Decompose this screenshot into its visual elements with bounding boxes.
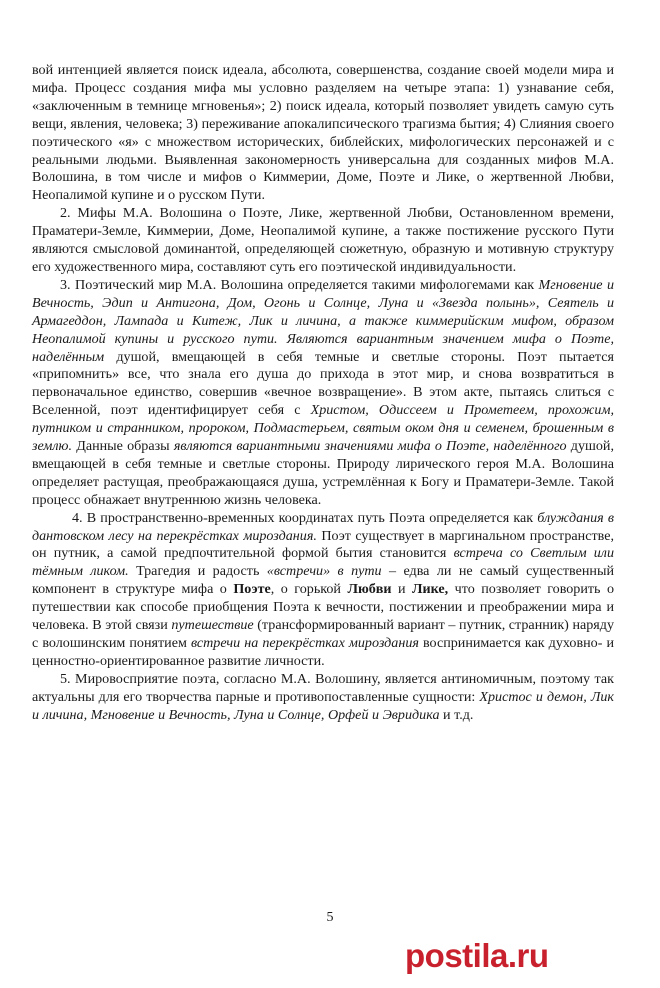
p4-text-3: Трагедия и радость: [128, 563, 267, 580]
paragraph-2: [32, 205, 614, 277]
p4-text-1: 4. В пространственно-временных координатах путь Поэта определяется как: [72, 509, 538, 526]
paragraph-4: [32, 510, 614, 671]
p4-bold-face: Лике,: [412, 581, 449, 598]
watermark-tld: ru: [516, 937, 549, 974]
p4-text-8: (трансформированный вариант – путник, странник) наряду с волошинским понятием: [32, 617, 614, 651]
p2-text: 2. Мифы М.А. Волошина о Поэте, Лике, жертвенной Любви, Остановленном времени, Праматери-Земле, Киммерии, Доме, Неопалимой купине, а также постижение русского Пути являются смысловой доминантой, определяющей сюжетную, образную и мотивную структуру его художественного мира, составляют суть его поэтической индивидуальности.: [32, 205, 614, 275]
paragraph-5: [32, 671, 614, 725]
paragraph-3: [32, 277, 614, 510]
p4-text-4: – едва ли не самый существенный компонент в структуре мифа о: [32, 563, 614, 598]
paragraph-1: [32, 62, 614, 205]
watermark-name: postila: [405, 937, 508, 974]
page-number: 5: [326, 910, 334, 925]
p4-text-5: , о горькой: [270, 581, 348, 598]
p4-text-2: Поэт существует в маргинальном пространстве, он путник, а самой предпочтительной формой бытия становится: [32, 527, 614, 562]
p5-italic-1: Христос и демон, Лик и личина, Мгновение и Вечность, Луна и Солнце, Орфей и Эвридика: [32, 688, 614, 723]
p4-italic-3: «встречи» в пути: [266, 563, 382, 580]
p4-italic-2: встреча со Светлым или тёмным ликом.: [32, 545, 614, 580]
p3-text-4: душой, вмещающей в себя темные и светлые стороны. Природу лирического героя М.А. Волошина определяет растущая, преображающаяся душа, устремлённая к Богу и Праматери-Земле. Такой процесс обнажает внутреннюю жизнь человека.: [32, 438, 614, 508]
p3-italic-2: Христом, Одиссеем и Прометеем, прохожим, путником и странником, пророком, Подмастерьем, святым оком дня и семенем, брошенным в землю.: [32, 402, 614, 455]
p3-text-2: душой, вмещающей в себя темные и светлые стороны. Поэт пытается «припомнить» все, что знала его душа до прихода в этот мир, и снова возвратиться в первоначальное единство, совершив «вечное возвращение». В этом акте, пытаясь слиться с Вселенной, поэт идентифицирует себя с: [32, 348, 614, 419]
p3-italic-3: являются вариантными значениями мифа о Поэте, наделённого: [173, 438, 567, 455]
p1-text: вой интенцией является поиск идеала, абсолюта, совершенства, создание своей модели мира и мифа. Процесс создания мифа мы условно разделяем на четыре этапа: 1) узнавание себя, «заключенным в темнице мгновенья»; 2) поиск идеала, который позволяет увидеть самую суть вещи, явления, человека; 3) переживание апокалипсического трагизма бытия; 4) Слияния своего поэтического «я» с множеством исторических, библейских, мифологических персонажей и с реальными людьми. Выявленная закономерность универсальна для созданных мифов М.А. Волошина, в том числе и мифов о Киммерии, Доме, Поэте и Лике, о жертвенной Любви, Неопалимой купине и о русском Пути.: [32, 62, 614, 204]
p4-text-7: что позволяет говорить о путешествии как способе приобщения Поэта к вечности, постижении и преображении мира и человека. В этой связи: [32, 581, 615, 634]
p4-italic-1: блуждания в дантовском лесу на перекрёстках мироздания.: [32, 509, 614, 544]
watermark-text: [405, 936, 549, 976]
watermark-logo[interactable]: [405, 936, 549, 976]
p5-text-2: и т.д.: [439, 706, 474, 723]
p4-text-6: и: [391, 581, 413, 598]
p4-bold-love: Любви: [347, 581, 392, 598]
p3-text-1: 3. Поэтический мир М.А. Волошина определяется такими мифологемами как: [60, 276, 539, 293]
page-body: [32, 62, 614, 725]
p3-text-3: Данные образы: [72, 438, 174, 455]
p5-text-1: 5. Мировосприятие поэта, согласно М.А. Волошину, является антиномичным, поэтому так актуальны для его творчества парные и противопоставленные сущности:: [32, 670, 614, 705]
p4-italic-4: путешествие: [171, 617, 254, 634]
p4-text-9: воспринимается как духовно- и ценностно-ориентированное развитие личности.: [32, 635, 614, 669]
watermark-dot: .: [507, 937, 517, 974]
p4-italic-5: встречи на перекрёстках мироздания: [190, 635, 419, 651]
p3-italic-1: Мгновение и Вечность, Эдип и Антигона, Дом, Огонь и Солнце, Луна и «Звезда полынь», Сеятель и Армагеддон, Лампада и Китеж, Лик и личина, а также киммерийским мифом, образом Неопалимой купины и русского пути. Являются вариантным значением мифа о Поэте, наделённым: [32, 276, 614, 365]
p4-bold-poet: Поэте: [233, 581, 271, 598]
